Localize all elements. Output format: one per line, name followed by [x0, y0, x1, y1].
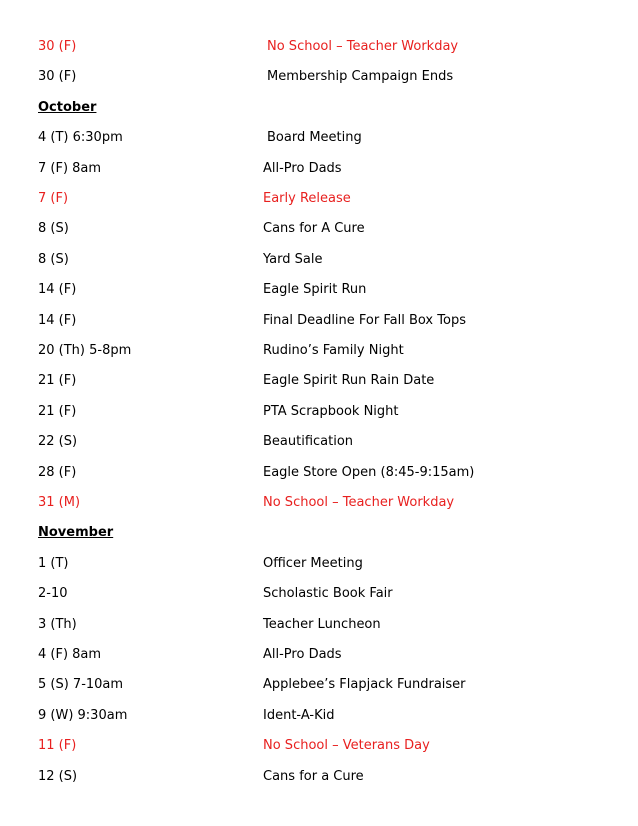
month-heading-row — [0, 523, 638, 543]
event-date: 9 (W) 9:30am — [38, 707, 128, 723]
calendar-row — [0, 250, 638, 270]
event-name: No School – Teacher Workday — [263, 495, 455, 510]
event-name: Final Deadline For Fall Box Tops — [263, 312, 466, 328]
event-date: 1 (T) — [38, 555, 69, 571]
event-name: Yard Sale — [263, 251, 323, 267]
event-name: Membership Campaign Ends — [267, 69, 454, 85]
event-name: Beautification — [263, 434, 354, 450]
calendar-row — [0, 402, 638, 422]
event-name: Teacher Luncheon — [263, 616, 381, 632]
calendar-row — [0, 554, 638, 574]
event-name: Board Meeting — [267, 130, 362, 146]
event-date: 4 (T) 6:30pm — [38, 130, 123, 146]
event-name: Cans for a Cure — [263, 768, 364, 784]
calendar-row — [0, 736, 638, 756]
event-date: 28 (F) — [38, 464, 77, 480]
calendar-row — [0, 615, 638, 635]
event-date: 21 (F) — [38, 373, 77, 389]
calendar-row — [0, 675, 638, 695]
calendar-row — [0, 219, 638, 239]
event-name: All-Pro Dads — [263, 647, 342, 662]
event-name: Eagle Spirit Run Rain Date — [263, 373, 435, 389]
event-name: Rudino’s Family Night — [263, 343, 404, 358]
event-date: 8 (S) — [38, 251, 69, 267]
month-heading-row — [0, 98, 638, 118]
event-date: 2-10 — [38, 586, 68, 602]
event-date: 21 (F) — [38, 403, 77, 419]
event-date: 4 (F) 8am — [38, 647, 102, 662]
event-name: PTA Scrapbook Night — [263, 403, 399, 419]
event-name: Early Release — [263, 191, 351, 206]
month-heading: October — [38, 99, 97, 115]
event-name: Ident-A-Kid — [263, 707, 335, 723]
event-date: 14 (F) — [38, 282, 77, 298]
calendar-row — [0, 128, 638, 148]
event-date: 12 (S) — [38, 768, 78, 784]
calendar-row — [0, 767, 638, 787]
calendar-row — [0, 311, 638, 331]
calendar-row — [0, 341, 638, 361]
event-name: Officer Meeting — [263, 555, 363, 571]
calendar-row — [0, 463, 638, 483]
calendar-row — [0, 371, 638, 391]
calendar-row — [0, 432, 638, 452]
calendar-row — [0, 584, 638, 604]
event-date: 22 (S) — [38, 434, 78, 450]
event-date: 8 (S) — [38, 221, 69, 237]
calendar-row — [0, 159, 638, 179]
month-heading: November — [38, 525, 114, 541]
event-date: 7 (F) 8am — [38, 160, 102, 176]
event-date: 20 (Th) 5-8pm — [38, 343, 132, 358]
event-name: Eagle Store Open (8:45-9:15am) — [263, 464, 475, 480]
event-date: 11 (F) — [38, 738, 77, 754]
calendar-row — [0, 67, 638, 87]
event-name: No School – Teacher Workday — [267, 39, 459, 54]
event-date: 5 (S) 7-10am — [38, 677, 124, 693]
calendar-row — [0, 493, 638, 513]
calendar-row — [0, 706, 638, 726]
calendar-row — [0, 37, 638, 57]
calendar-row — [0, 280, 638, 300]
event-date: 31 (M) — [38, 495, 81, 510]
event-date: 7 (F) — [38, 191, 69, 206]
calendar-row — [0, 645, 638, 665]
event-name: Eagle Spirit Run — [263, 282, 367, 298]
event-date: 3 (Th) — [38, 616, 77, 632]
event-name: All-Pro Dads — [263, 160, 342, 176]
event-date: 14 (F) — [38, 312, 77, 328]
event-name: Applebee’s Flapjack Fundraiser — [263, 677, 466, 693]
event-date: 30 (F) — [38, 39, 77, 54]
event-name: Cans for A Cure — [263, 221, 365, 237]
event-date: 30 (F) — [38, 69, 77, 85]
calendar-row — [0, 189, 638, 209]
event-name: Scholastic Book Fair — [263, 586, 393, 602]
event-name: No School – Veterans Day — [263, 738, 430, 754]
